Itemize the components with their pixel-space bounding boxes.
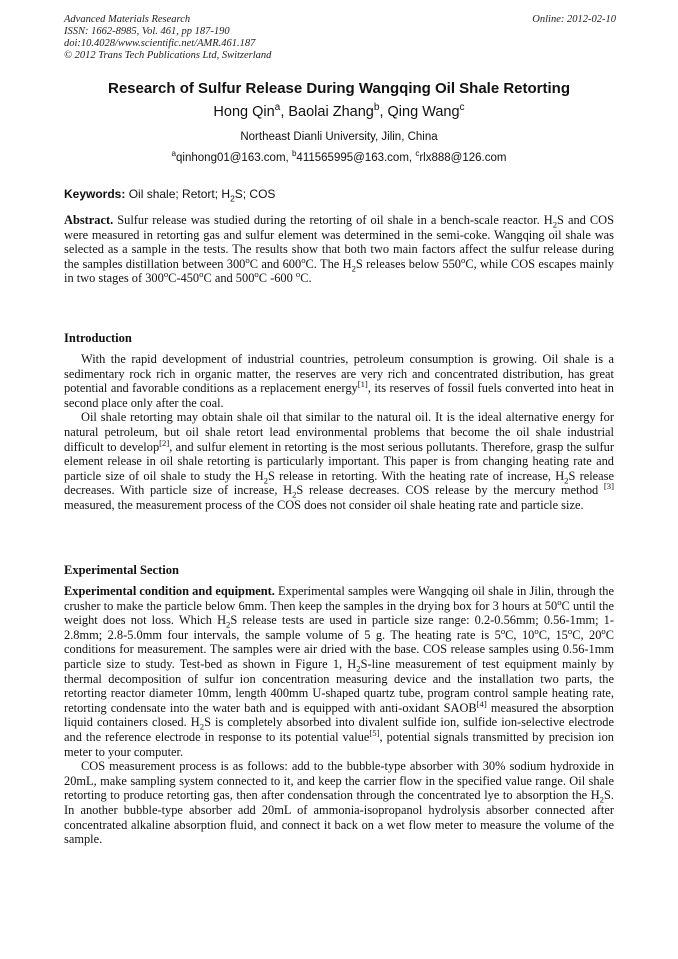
copyright-line: © 2012 Trans Tech Publications Ltd, Switzerland (64, 50, 272, 61)
text: C and 600 (249, 256, 302, 271)
degree: o (567, 625, 573, 636)
paper-title: Research of Sulfur Release During Wangqing Oil Shale Retorting (107, 80, 570, 97)
issn-line: ISSN: 1662-8985, Vol. 461, pp 187-190 (64, 26, 230, 37)
text: C and 500 (203, 271, 255, 286)
degree: o (199, 269, 204, 280)
degree: o (301, 254, 306, 265)
text: C-450 (168, 271, 200, 286)
author-name: Qing Wang (387, 104, 460, 120)
subscript: 2 (230, 193, 235, 204)
text: S and COS were measured in retorting gas and sulfur element was determined in the semi-coke. Wangqing oil shale was selected as a sample in the tests. The results show that both two main factors affect the sulfur release during the samples distillation between 300 (64, 213, 614, 271)
run-in-heading: Experimental condition and equipment. (64, 584, 275, 598)
subscript: 2 (226, 619, 231, 630)
degree: o (460, 254, 466, 265)
section-heading-introduction: Introduction (64, 331, 132, 345)
text: S release decreases. With particle size of increase, H (64, 468, 614, 498)
citation: [1] (357, 379, 368, 390)
degree: o (163, 269, 169, 280)
experimental-body (64, 584, 614, 847)
section-heading-experimental: Experimental Section (64, 563, 179, 577)
text: C -600 (258, 271, 296, 286)
keywords-text: Oil shale; Retort; H (128, 187, 231, 201)
text: C. (300, 271, 312, 286)
text: C, 10 (505, 627, 535, 642)
text: S release decreases. COS release by the mercury method (296, 483, 604, 498)
affiliation: Northeast Dianli University, Jilin, China (240, 131, 438, 143)
text: With the rapid development of industrial countries, petroleum consumption is growing. Oil shale is a sedimentary rock rich in organic matter, the reserves are very rich and concentrated distribution, has great potential and favorable conditions as a replacement energy (64, 352, 614, 396)
email-address: qinhong01@163.com (176, 152, 286, 164)
text: S-line measurement of test equipment mainly by thermal decomposition of sulfur ion concentration measuring device and the installation two parts, the retorting reactor diameter 10mm, length 400mm U-shaped quartz tube, program control sample heating rate, retorting condensate into the water bath and is equipped with anti-oxidant SAOB (64, 656, 614, 715)
doi-line: doi:10.4028/www.scientific.net/AMR.461.187 (64, 38, 256, 49)
text: S is completely absorbed into divalent sulfide ion, sulfide ion-selective electrode and the reference electrode in response to its potential value (64, 715, 614, 744)
subscript: 2 (292, 489, 297, 500)
degree: o (534, 625, 539, 636)
subscript: 2 (263, 475, 268, 486)
email-list: $^a$qinhong01@163.com, $^b$411565995@163.com, $^c$rlx888@126.com (171, 149, 507, 164)
text: Experimental samples were Wangqing oil shale in Jilin, through the crusher to make the particle below 6mm. Then keep the samples in the drying box for 3 hours at 50 (64, 584, 614, 613)
abstract-paragraph (64, 213, 614, 286)
degree: o (295, 269, 301, 280)
introduction-body (64, 352, 614, 513)
author-name: Baolai Zhang (288, 104, 374, 120)
email-mark: a (171, 149, 177, 159)
abstract (64, 213, 614, 286)
author-mark: c (459, 102, 465, 114)
text: C. The H (305, 256, 352, 271)
subscript: 2 (199, 721, 205, 732)
text: S release tests are used in particle size range: 0.2-0.56mm; 0.56-1mm; 1-2.8mm; 2.8-5.0mm four intervals, the sample volume of 5 g. The heating rate is 5 (64, 613, 614, 642)
text: Sulfur release was studied during the retorting of oil shale in a bench-scale reactor. H (113, 213, 553, 227)
author-list: Hong Qin$^a$, Baolai Zhang$^b$, Qing Wang$^c$ (213, 102, 465, 120)
text: measured the absorption liquid containers closed. H (64, 700, 614, 730)
text: S release in retorting. With the heating rate of increase, H (268, 468, 565, 483)
degree: o (245, 254, 250, 265)
text: C conditions for measurement. The samples were air dried with the base. COS release samples using 0.56-1mm particle size to study. Test-bed as shown in Figure 1, H (64, 627, 615, 671)
text: Oil shale retorting may obtain shale oil that similar to the natural oil. It is the ideal alternative energy for natural petroleum, but oil shale retort lead environmental problems that become the oil shale industrial difficult to develop (64, 410, 614, 454)
text: , and sulfur element in retorting is the most serious pollutants. Therefore, grasp the sulfur element release in oil shale retorting is particularly important. This paper is from changing heating rate and particle size of oil shale to study the H (64, 439, 615, 483)
text: S releases below 550 (355, 256, 461, 271)
abstract-label: Abstract. (64, 213, 114, 227)
degree: o (254, 269, 259, 280)
text: COS measurement process is as follows: add to the bubble-type absorber with 30% sodium hydroxide in 20mL, make sampling system connected to it, and keep the carrier flow in the specified value range. Oil shale retorting to produce retorting gas, then after condensation through the concentrated lye to absorption the H (64, 759, 614, 803)
citation: [3] (603, 481, 614, 492)
degree: o (557, 596, 562, 607)
subscript: 2 (356, 663, 361, 674)
text: , its reserves of fossil fuels converted into heat in second place only after the coal. (64, 381, 614, 410)
online-date: Online: 2012-02-10 (532, 14, 616, 25)
text: C until the weight does not loss. Which H (64, 598, 614, 628)
author-mark: a (274, 102, 281, 114)
text: S. In another bubble-type absorber add 20mL of ammonia-isopropanol hydrolysis absorber connected after concentrated alkaline absorption fluid, and connect it back on a wet flow meter to measure the volume of the sample. (64, 788, 614, 847)
keywords (64, 187, 616, 204)
text: C, 20 (572, 627, 602, 642)
keywords-text: S; COS (234, 187, 276, 201)
author-name: Hong Qin (213, 104, 275, 120)
subscript: 2 (564, 475, 569, 486)
email-mark: b (291, 149, 297, 159)
paragraph (64, 759, 614, 847)
text: C, 15 (538, 627, 568, 642)
journal-name: Advanced Materials Research (64, 14, 191, 25)
citation: [5] (369, 727, 380, 738)
subscript: 2 (351, 263, 356, 274)
text: measured, the measurement process of the COS does not consider oil shale heating rate and particle size. (64, 497, 584, 512)
text: C, while COS escapes mainly in two stages of 300 (64, 256, 615, 286)
email-mark: c (415, 149, 420, 159)
email-address: rlx888@126.com (419, 152, 507, 164)
citation: [4] (476, 698, 487, 709)
degree: o (601, 625, 606, 636)
keywords-label: Keywords: (64, 187, 126, 201)
paragraph (64, 410, 614, 512)
citation: [2] (159, 437, 170, 448)
text: , potential signals transmitted by precision ion meter to your computer. (64, 729, 614, 759)
paragraph (64, 352, 614, 410)
degree: o (500, 625, 506, 636)
paragraph (64, 584, 614, 759)
subscript: 2 (552, 219, 558, 230)
author-mark: b (373, 102, 380, 114)
email-address: 411565995@163.com (296, 152, 409, 164)
journal-header (64, 14, 616, 62)
subscript: 2 (599, 794, 604, 805)
